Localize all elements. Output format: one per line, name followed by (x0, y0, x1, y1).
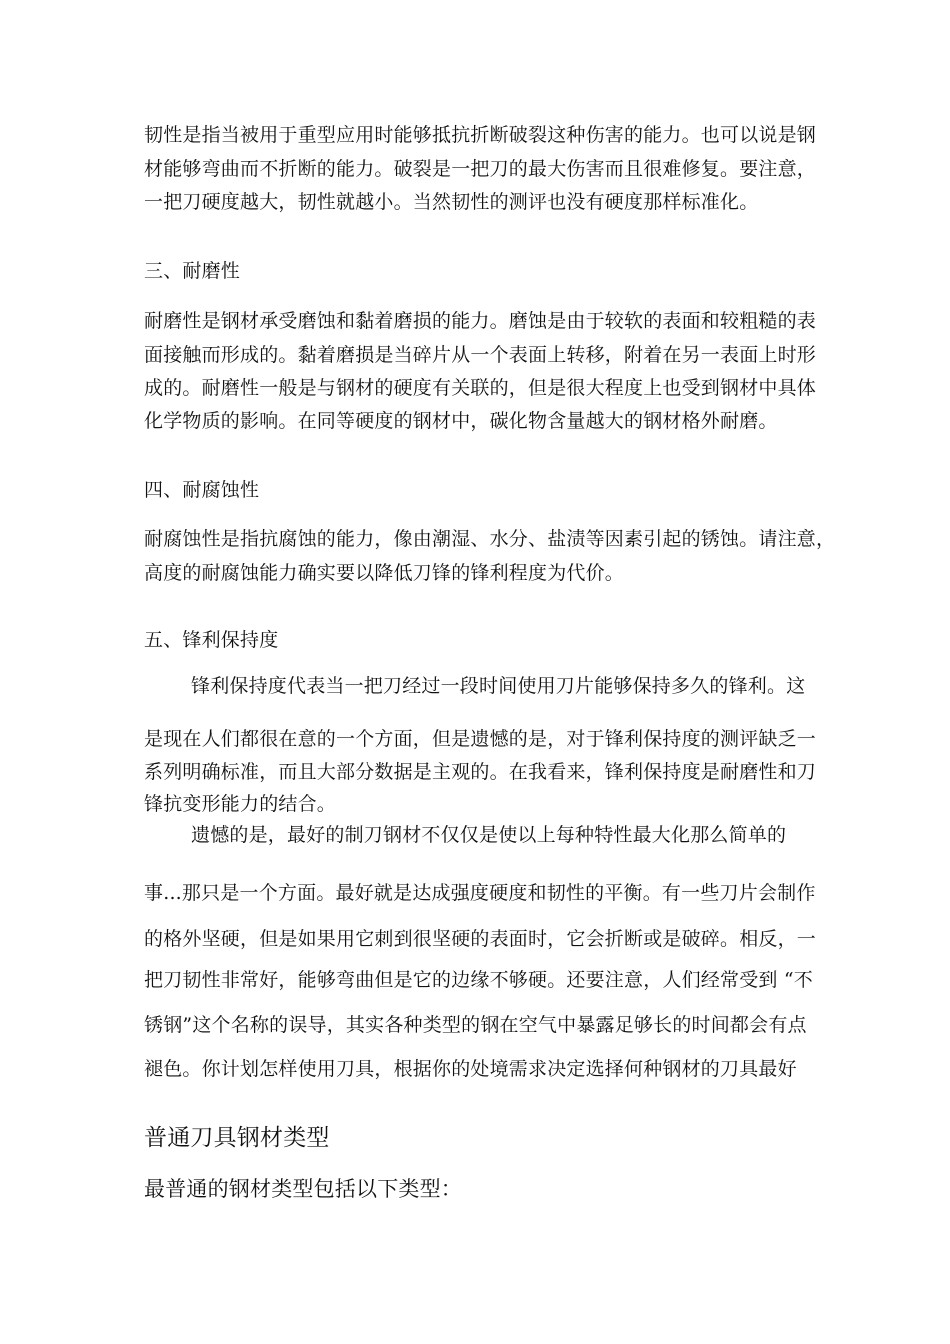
paragraph-line: 把刀韧性非常好，能够弯曲但是它的边缘不够硬。还要注意，人们经常受到 “不 (144, 969, 813, 991)
paragraph-line: 锈钢”这个名称的误导，其实各种类型的钢在空气中暴露足够长的时间都会有点 (144, 1014, 807, 1036)
paragraph-line: 的格外坚硬，但是如果用它刺到很坚硬的表面时，它会折断或是破碎。相反，一 (144, 928, 817, 950)
paragraph-line: 高度的耐腐蚀能力确实要以降低刀锋的锋利程度为代价。 (144, 562, 625, 584)
paragraph-line: 锋利保持度代表当一把刀经过一段时间使用刀片能够保持多久的锋利。这 (191, 675, 806, 697)
steel-types-intro: 最普通的钢材类型包括以下类型： (144, 1177, 462, 1201)
paragraph-line: 一把刀硬度越大，韧性就越小。当然韧性的测评也没有硬度那样标准化。 (144, 191, 759, 213)
paragraph-line: 系列明确标准，而且大部分数据是主观的。在我看来，锋利保持度是耐磨性和刀 (144, 761, 817, 783)
section-heading-steel-types: 普通刀具钢材类型 (144, 1125, 330, 1151)
paragraph-line: 耐磨性是钢材承受磨蚀和黏着磨损的能力。磨蚀是由于较软的表面和较粗糙的表 (144, 310, 817, 332)
paragraph-line: 面接触而形成的。黏着磨损是当碎片从一个表面上转移，附着在另一表面上时形 (144, 344, 817, 366)
paragraph-line: 耐腐蚀性是指抗腐蚀的能力，像由潮湿、水分、盐渍等因素引起的锈蚀。请注意， (144, 528, 836, 550)
paragraph-line: 成的。耐磨性一般是与钢材的硬度有关联的，但是很大程度上也受到钢材中具体 (144, 377, 817, 399)
paragraph-line: 遗憾的是，最好的制刀钢材不仅仅是使以上每种特性最大化那么简单的 (191, 824, 787, 846)
paragraph-line: 材能够弯曲而不折断的能力。破裂是一把刀的最大伤害而且很难修复。要注意， (144, 158, 817, 180)
section-heading-edge-retention: 五、锋利保持度 (144, 629, 279, 651)
paragraph-line: 化学物质的影响。在同等硬度的钢材中，碳化物含量越大的钢材格外耐磨。 (144, 410, 778, 432)
section-heading-corrosion-resistance: 四、耐腐蚀性 (144, 479, 260, 501)
paragraph-line: 是现在人们都很在意的一个方面，但是遗憾的是，对于锋利保持度的测评缺乏一 (144, 728, 817, 750)
paragraph-line: 事...那只是一个方面。最好就是达成强度硬度和韧性的平衡。有一些刀片会制作 (144, 882, 816, 904)
paragraph-line: 褪色。你计划怎样使用刀具，根据你的处境需求决定选择何种钢材的刀具最好 (144, 1058, 797, 1080)
section-heading-wear-resistance: 三、耐磨性 (144, 260, 241, 282)
paragraph-line: 韧性是指当被用于重型应用时能够抵抗折断破裂这种伤害的能力。也可以说是钢 (144, 124, 817, 146)
paragraph-line: 锋抗变形能力的结合。 (144, 793, 337, 815)
